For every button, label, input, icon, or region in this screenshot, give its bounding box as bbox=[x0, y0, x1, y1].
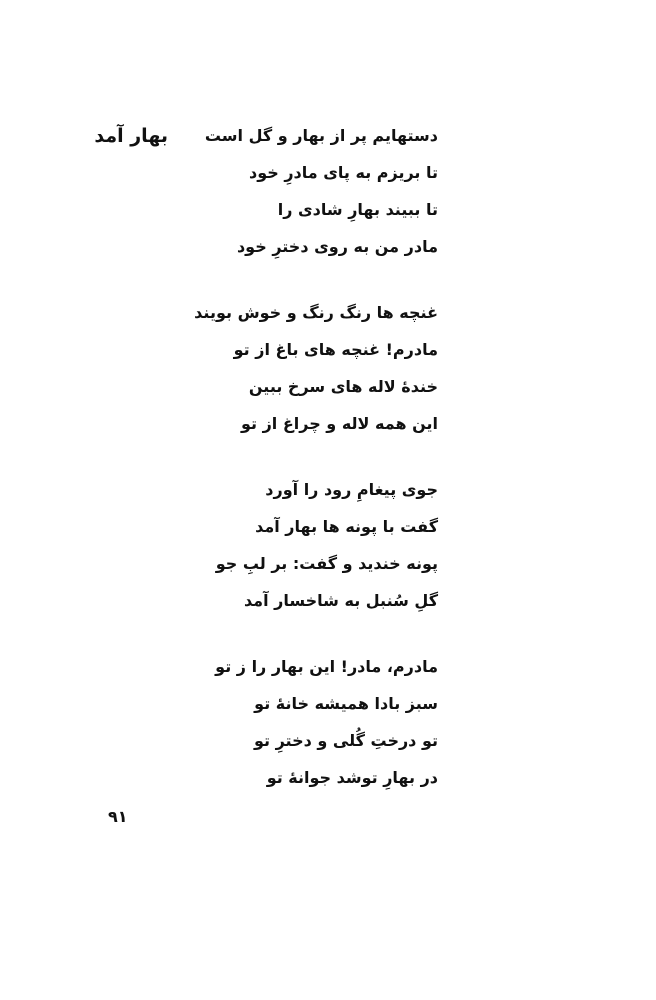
poem-body bbox=[194, 124, 438, 790]
poem-line: این همه لاله و چراغ از تو bbox=[240, 414, 438, 433]
poem-line: تا بریزم به پای مادرِ خود bbox=[248, 163, 438, 182]
poem-line: دستهایم پر از بهار و گل است bbox=[204, 126, 438, 145]
poem-line: مادر من به روی دخترِ خود bbox=[236, 237, 438, 256]
stanza-1 bbox=[194, 124, 438, 259]
poem-line: جوی پیغامِ رود را آورد bbox=[265, 480, 438, 499]
stanza-3 bbox=[194, 478, 438, 613]
poem-line: غنچه ها رنگ رنگ و خوش بویند bbox=[194, 303, 438, 322]
page-number: ۹۱ bbox=[108, 807, 128, 826]
poem-line: تو درختِ گُلی و دخترِ تو bbox=[253, 731, 438, 750]
stanza-4 bbox=[194, 655, 438, 790]
poem-line: سبز بادا همیشه خانهٔ تو bbox=[254, 694, 438, 713]
poem-line: پونه خندید و گفت: بر لبِ جو bbox=[215, 554, 438, 573]
poem-line: گفت با پونه ها بهار آمد bbox=[255, 517, 438, 536]
poem-line: گلِ سُنبل به شاخسار آمد bbox=[243, 591, 438, 610]
poem-line: خندهٔ لاله های سرخ ببین bbox=[248, 377, 438, 396]
poem-line: مادرم، مادر! این بهار را ز تو bbox=[215, 657, 438, 676]
poem-line: تا ببیند بهارِ شادی را bbox=[277, 200, 438, 219]
stanza-2 bbox=[194, 301, 438, 436]
poem-title: بهار آمد bbox=[94, 125, 168, 147]
poem-line: مادرم! غنچه های باغ از تو bbox=[233, 340, 438, 359]
poem-line: در بهارِ توشد جوانهٔ تو bbox=[266, 768, 438, 787]
